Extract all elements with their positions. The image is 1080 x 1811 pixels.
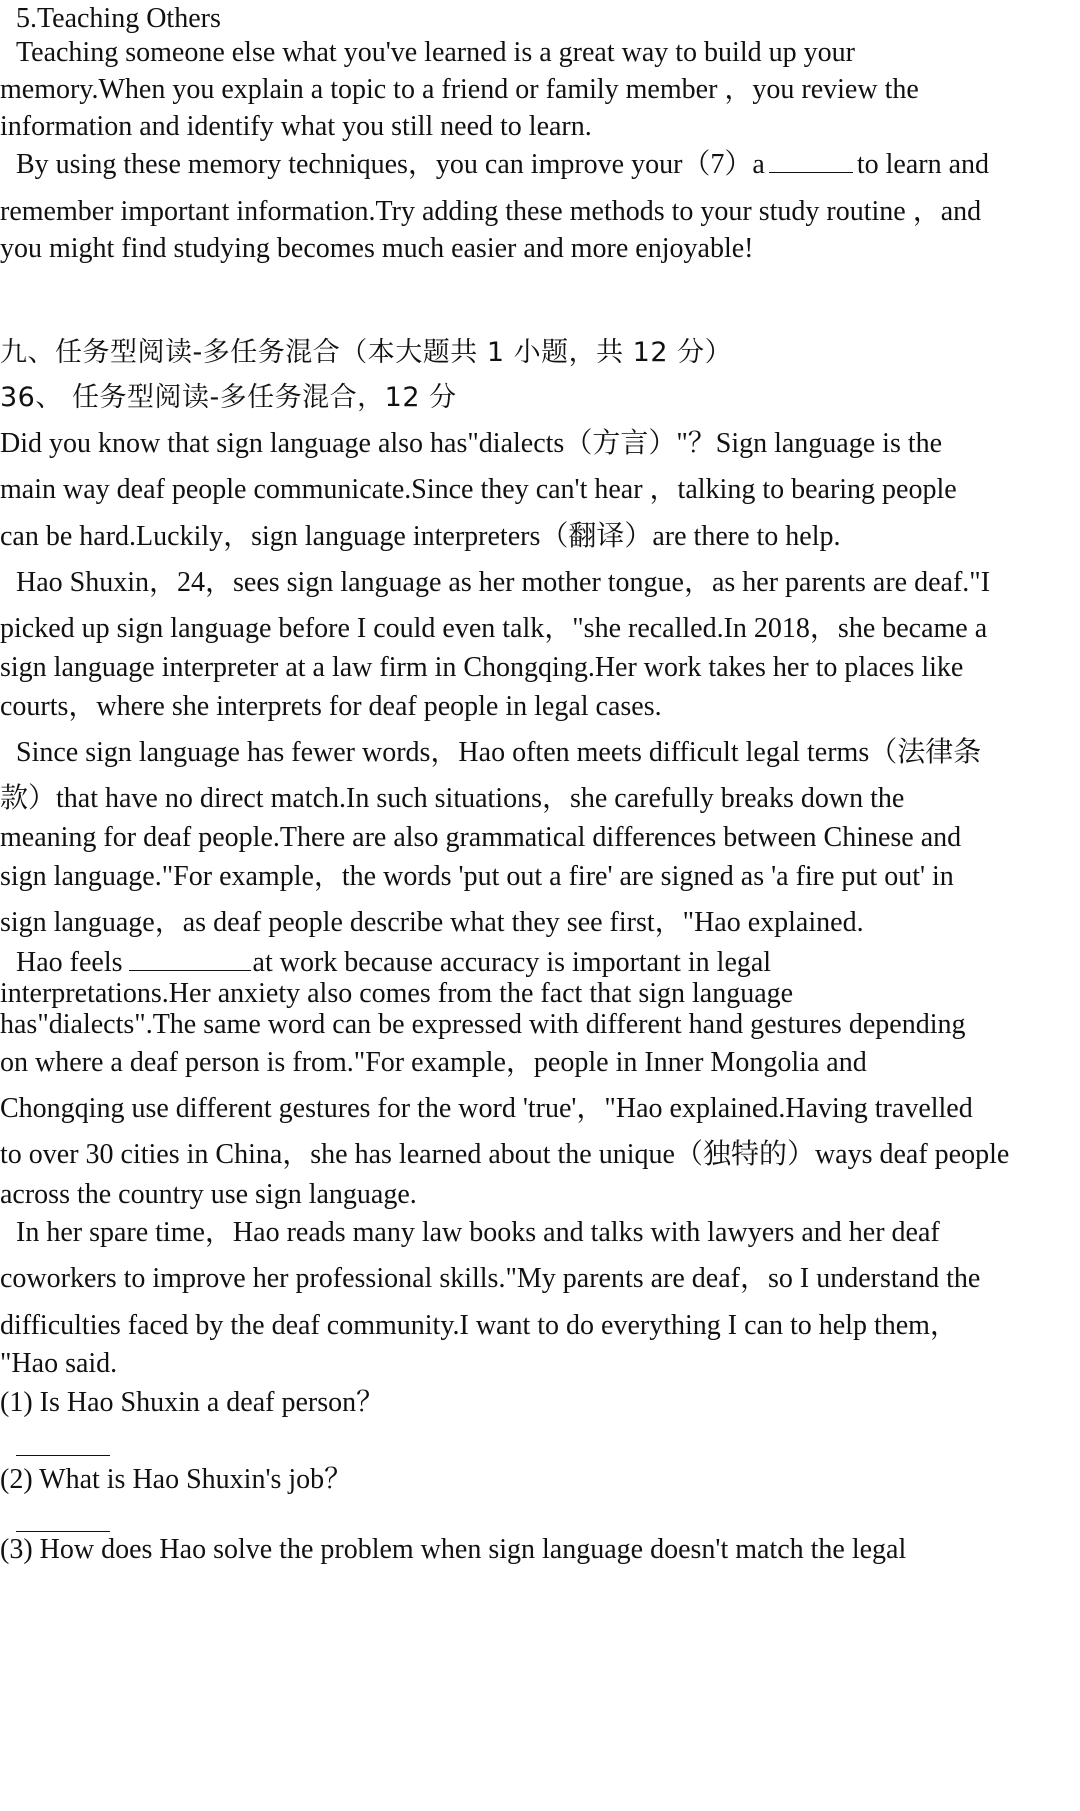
paragraph-line: information and identify what you still need to learn. (0, 111, 592, 142)
answer-blank[interactable] (129, 946, 251, 971)
paragraph-line: difficulties faced by the deaf community.I want to do everything I can to help them， (0, 1310, 958, 1341)
paragraph-line: Since sign language has fewer words，Hao often meets difficult legal terms（法律条 (16, 737, 982, 768)
conclusion-line-with-blank (16, 148, 989, 182)
question-2: (2) What is Hao Shuxin's job？ (0, 1464, 353, 1495)
paragraph-line: can be hard.Luckily，sign language interpreters（翻译）are there to help. (0, 521, 841, 552)
paragraph-line: interpretations.Her anxiety also comes from the fact that sign language (0, 978, 794, 1009)
paragraph-line: picked up sign language before I could even talk，"she recalled.In 2018，she became a (0, 613, 988, 644)
paragraph-line: sign language，as deaf people describe what they see first，"Hao explained. (0, 907, 864, 938)
question-heading: 36、 任务型阅读-多任务混合，12 分 (0, 382, 457, 413)
section-heading: 九、任务型阅读-多任务混合（本大题共 1 小题，共 12 分） (0, 337, 733, 368)
paragraph-line: sign language interpreter at a law firm in Chongqing.Her work takes her to places like (0, 652, 964, 683)
paragraph-line: courts，where she interprets for deaf people in legal cases. (0, 691, 662, 722)
paragraph-line: 款）that have no direct match.In such situations，she carefully breaks down the (0, 783, 905, 814)
p4-text-end: at work because accuracy is important in legal (252, 947, 772, 978)
paragraph-line: to over 30 cities in China，she has learned about the unique（独特的）ways deaf people (0, 1139, 1010, 1170)
paragraph-line: sign language."For example，the words 'put out a fire' are signed as 'a fire put out' in (0, 861, 954, 892)
paragraph-line: Did you know that sign language also has"dialects（方言）"？Sign language is the (0, 428, 943, 459)
paragraph-line: "Hao said. (0, 1348, 118, 1379)
paragraph-line: Teaching someone else what you've learned is a great way to build up your (16, 37, 855, 68)
p4-text-start: Hao feels (16, 947, 123, 978)
answer-line-1[interactable] (16, 1455, 110, 1456)
paragraph-line: Chongqing use different gestures for the word 'true'，"Hao explained.Having travelled (0, 1093, 973, 1124)
paragraph-line: across the country use sign language. (0, 1179, 417, 1210)
paragraph-line-with-blank (16, 946, 771, 980)
paragraph-line: meaning for deaf people.There are also grammatical differences between Chinese and (0, 822, 962, 853)
paragraph-line: on where a deaf person is from."For example，people in Inner Mongolia and (0, 1047, 867, 1078)
paragraph-line: Hao Shuxin，24，sees sign language as her mother tongue，as her parents are deaf."I (16, 567, 991, 598)
paragraph-line: In her spare time，Hao reads many law books and talks with lawyers and her deaf (16, 1217, 940, 1248)
question-3: (3) How does Hao solve the problem when sign language doesn't match the legal (0, 1534, 907, 1565)
paragraph-line: you might find studying becomes much easier and more enjoyable! (0, 233, 754, 264)
question-1: (1) Is Hao Shuxin a deaf person？ (0, 1387, 385, 1418)
conclusion-text-end: to learn and (856, 149, 990, 180)
paragraph-line: coworkers to improve her professional skills."My parents are deaf，so I understand the (0, 1263, 981, 1294)
answer-blank[interactable] (769, 148, 853, 173)
section-title: 5.Teaching Others (16, 3, 221, 34)
paragraph-line: main way deaf people communicate.Since they can't hear ，talking to bearing people (0, 474, 957, 505)
conclusion-text-start: By using these memory techniques，you can improve your（7）a (16, 149, 765, 180)
answer-line-2[interactable] (16, 1531, 110, 1532)
paragraph-line: has"dialects".The same word can be expressed with different hand gestures depending (0, 1009, 966, 1040)
paragraph-line: memory.When you explain a topic to a friend or family member ，you review the (0, 74, 919, 105)
paragraph-line: remember important information.Try adding these methods to your study routine ，and (0, 196, 982, 227)
